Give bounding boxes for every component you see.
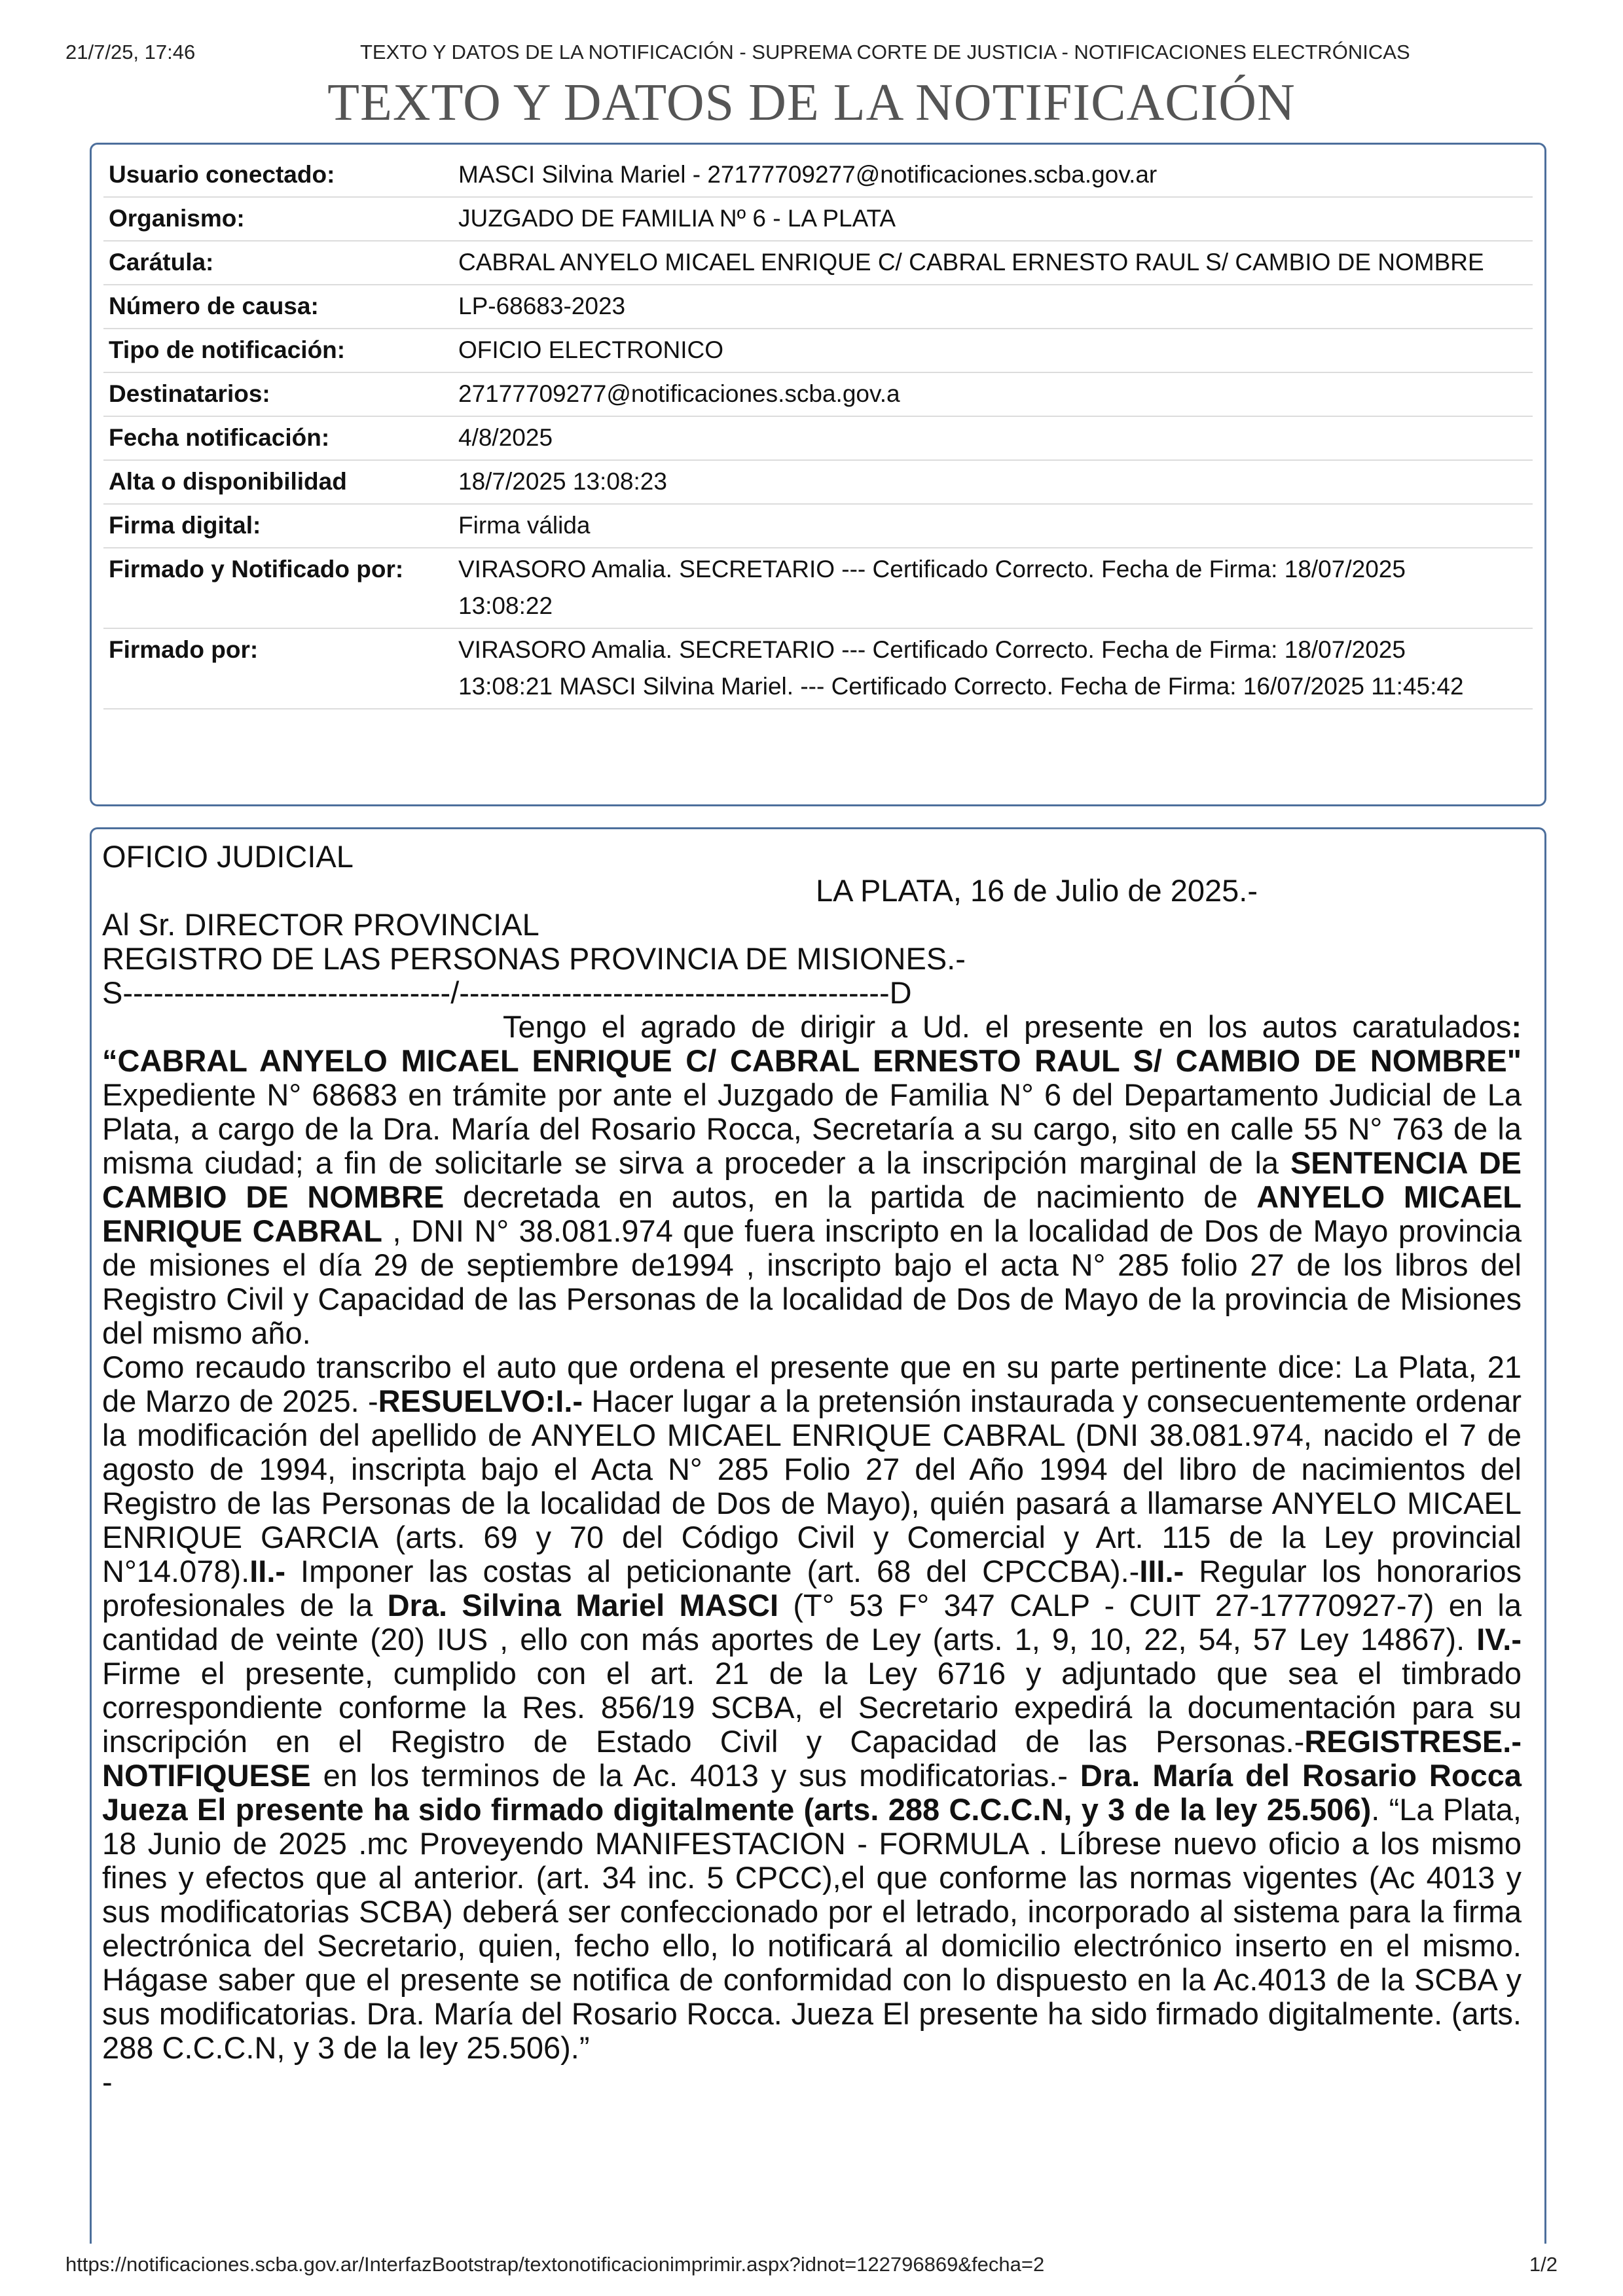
- info-value: Firma válida: [458, 512, 591, 539]
- paragraph-bold: SENTENCIA DE CAMBIO DE NOMBRE: [102, 1145, 1522, 1214]
- paragraph-text: , DNI N° 38.081.974 que fuera inscripto en la localidad de Dos de Mayo provincia de misiones el día 29 de septiembre de1994 , inscripto bajo el acta N° 285 folio 27 de los libros del Registro Civil y Capacidad de las Personas de la localidad de Dos de Mayo de la provincia de Misiones del mismo año.: [102, 1213, 1522, 1350]
- paragraph-text: Expediente N° 68683 en trámite por ante el Juzgado de Familia N° 6 del Departamento Judicial de La Plata, a cargo de la Dra. María del Rosario Rocca, Secretaría a su cargo, sito en calle 55 N° 763 de la misma ciudad; a fin de solicitarle se sirva a proceder a la inscripción marginal de la: [102, 1077, 1522, 1180]
- info-value: CABRAL ANYELO MICAEL ENRIQUE C/ CABRAL ERNESTO RAUL S/ CAMBIO DE NOMBRE: [458, 249, 1484, 276]
- info-value: 4/8/2025: [458, 424, 553, 451]
- info-value: 18/7/2025 13:08:23: [458, 468, 667, 495]
- print-header-title: TEXTO Y DATOS DE LA NOTIFICACIÓN - SUPREMA CORTE DE JUSTICIA - NOTIFICACIONES ELECTRÓNICAS: [360, 41, 1410, 63]
- paragraph-bold: : “CABRAL ANYELO MICAEL ENRIQUE C/ CABRAL ERNESTO RAUL S/ CAMBIO DE NOMBRE": [102, 1009, 1522, 1078]
- paragraph-text: Imponer las costas al peticionante (art. 68 del CPCCBA).-: [285, 1554, 1140, 1588]
- info-value: VIRASORO Amalia. SECRETARIO --- Certificado Correcto. Fecha de Firma: 18/07/2025 13:08:22: [458, 556, 1406, 619]
- paragraph-bold: ANYELO MICAEL ENRIQUE CABRAL: [102, 1179, 1522, 1248]
- paragraph-text: . “La Plata, 18 Junio de 2025 .mc Proveyendo MANIFESTACION - FORMULA . Líbrese nuevo oficio a los mismo fines y efectos que al anterior. (art. 34 inc. 5 CPCC),el que conforme las normas vigentes (Ac 4013 y sus modificatorias SCBA) deberá ser confeccionado por el letrado, incorporado al sistema para la firma electrónica del Secretario, quien, fecho ello, lo notificará al domicilio electrónico inserto en el mismo. Hágase saber que el presente se notifica de conformidad con lo dispuesto en la Ac.4013 de la SCBA y sus modificatorias. Dra. María del Rosario Rocca. Jueza El presente ha sido firmado digitalmente. (arts. 288 C.C.C.N, y 3 de la ley 25.506).”: [102, 1792, 1522, 2065]
- paragraph-bold: III.-: [1139, 1554, 1184, 1588]
- info-label: Número de causa:: [109, 293, 319, 319]
- info-row-alta-disponibilidad: [103, 461, 1533, 505]
- info-value: VIRASORO Amalia. SECRETARIO --- Certificado Correcto. Fecha de Firma: 18/07/2025 13:08:21 MASCI Silvina Mariel. --- Certificado Correcto. Fecha de Firma: 16/07/2025 11:45:42: [458, 636, 1464, 700]
- oficio-document-panel: [90, 827, 1546, 2296]
- trailing-dash: -: [102, 2064, 113, 2099]
- info-value: JUZGADO DE FAMILIA Nº 6 - LA PLATA: [458, 205, 896, 232]
- paragraph-bold: IV.-: [1476, 1622, 1522, 1657]
- info-row-firma-digital: [103, 505, 1533, 548]
- paragraph-bold: RESUELVO:I.-: [378, 1384, 583, 1418]
- info-row-numero-causa: [103, 285, 1533, 329]
- paragraph-text: Firme el presente, cumplido con el art. 21 de la Ley 6716 y adjuntado que sea el timbrado correspondiente conforme la Res. 856/19 SCBA, el Secretario expedirá la documentación para su inscripción en el Registro de Estado Civil y Capacidad de las Personas.-: [102, 1656, 1522, 1759]
- print-footer: [0, 2244, 1623, 2296]
- info-row-destinatarios: [103, 373, 1533, 417]
- paragraph-text: Hacer lugar a la pretensión instaurada y consecuentemente ordenar la modificación del apellido de ANYELO MICAEL ENRIQUE CABRAL (DNI 38.081.974, nacido el 7 de agosto de 1994, inscripta bajo el Acta N° 285 Folio 27 del Año 1994 del libro de nacimientos del Registro de las Personas de la localidad de Dos de Mayo), quién pasará a llamarse ANYELO MICAEL ENRIQUE GARCIA (arts. 69 y 70 del Código Civil y Comercial y Art. 115 de la Ley provincial N°14.078).: [102, 1384, 1522, 1588]
- page-number: 1/2: [1529, 2253, 1558, 2276]
- info-value: 27177709277@notificaciones.scba.gov.a: [458, 380, 900, 407]
- document-heading: OFICIO JUDICIAL: [102, 839, 354, 874]
- paragraph-text: Como recaudo transcribo el auto que ordena el presente que en su parte pertinente dice: La Plata, 21 de Marzo de 2025. -: [102, 1350, 1522, 1418]
- info-row-organismo: [103, 198, 1533, 242]
- print-datetime: 21/7/25, 17:46: [65, 41, 196, 63]
- document-paragraph-1: [102, 1010, 1522, 1350]
- info-value: MASCI Silvina Mariel - 27177709277@notificaciones.scba.gov.ar: [458, 161, 1158, 188]
- info-row-firmado-notificado: [103, 548, 1533, 629]
- info-row-usuario: [103, 154, 1533, 198]
- page-title: TEXTO Y DATOS DE LA NOTIFICACIÓN: [327, 74, 1296, 132]
- paragraph-text: en los terminos de la Ac. 4013 y sus modificatorias.-: [310, 1758, 1080, 1793]
- info-label: Tipo de notificación:: [109, 336, 346, 363]
- document-paragraph-2: [102, 1350, 1522, 2065]
- info-label: Firmado por:: [109, 636, 259, 663]
- paragraph-text: Tengo el agrado de dirigir a Ud. el presente en los autos caratulados: [503, 1009, 1512, 1044]
- info-row-caratula: [103, 242, 1533, 285]
- paragraph-bold: Dra. Silvina Mariel MASCI: [387, 1588, 778, 1623]
- paragraph-bold: Dra. María del Rosario Rocca Jueza El presente ha sido firmado digitalmente (arts. 288 C.C.C.N, y 3 de la ley 25.506): [102, 1758, 1522, 1827]
- info-label: Firmado y Notificado por:: [109, 556, 404, 583]
- document-place-date: LA PLATA, 16 de Julio de 2025.-: [816, 873, 1258, 908]
- info-row-firmado-por: [103, 629, 1533, 709]
- paragraph-bold: REGISTRESE.- NOTIFIQUESE: [102, 1724, 1522, 1793]
- paragraph-bold: II.-: [249, 1554, 286, 1588]
- footer-url: https://notificaciones.scba.gov.ar/InterfazBootstrap/textonotificacionimprimir.aspx?idnot=122796869&fecha=2: [65, 2253, 1045, 2276]
- paragraph-text: decretada en autos, en la partida de nacimiento de: [444, 1179, 1257, 1214]
- paragraph-text: Regular los honorarios profesionales de la: [102, 1554, 1522, 1623]
- info-label: Carátula:: [109, 249, 214, 276]
- addressee-line-2: REGISTRO DE LAS PERSONAS PROVINCIA DE MISIONES.-: [102, 941, 966, 976]
- info-value: OFICIO ELECTRONICO: [458, 336, 723, 363]
- info-label: Organismo:: [109, 205, 245, 232]
- info-row-tipo-notificacion: [103, 329, 1533, 373]
- addressee-line-1: Al Sr. DIRECTOR PROVINCIAL: [102, 907, 539, 942]
- info-row-fecha-notificacion: [103, 417, 1533, 461]
- info-value: LP-68683-2023: [458, 293, 626, 319]
- paragraph-text: (T° 53 F° 347 CALP - CUIT 27-17770927-7) en la cantidad de veinte (20) IUS , ello con más aportes de Ley (arts. 1, 9, 10, 22, 54, 57 Ley 14867).: [102, 1588, 1522, 1657]
- info-label: Firma digital:: [109, 512, 261, 539]
- info-label: Destinatarios:: [109, 380, 270, 407]
- info-label: Usuario conectado:: [109, 161, 335, 188]
- info-label: Fecha notificación:: [109, 424, 330, 451]
- notification-info-panel: [90, 143, 1546, 806]
- sd-separator-line: S--------------------------------/------------------------------------------D: [102, 976, 912, 1010]
- info-label: Alta o disponibilidad: [109, 468, 347, 495]
